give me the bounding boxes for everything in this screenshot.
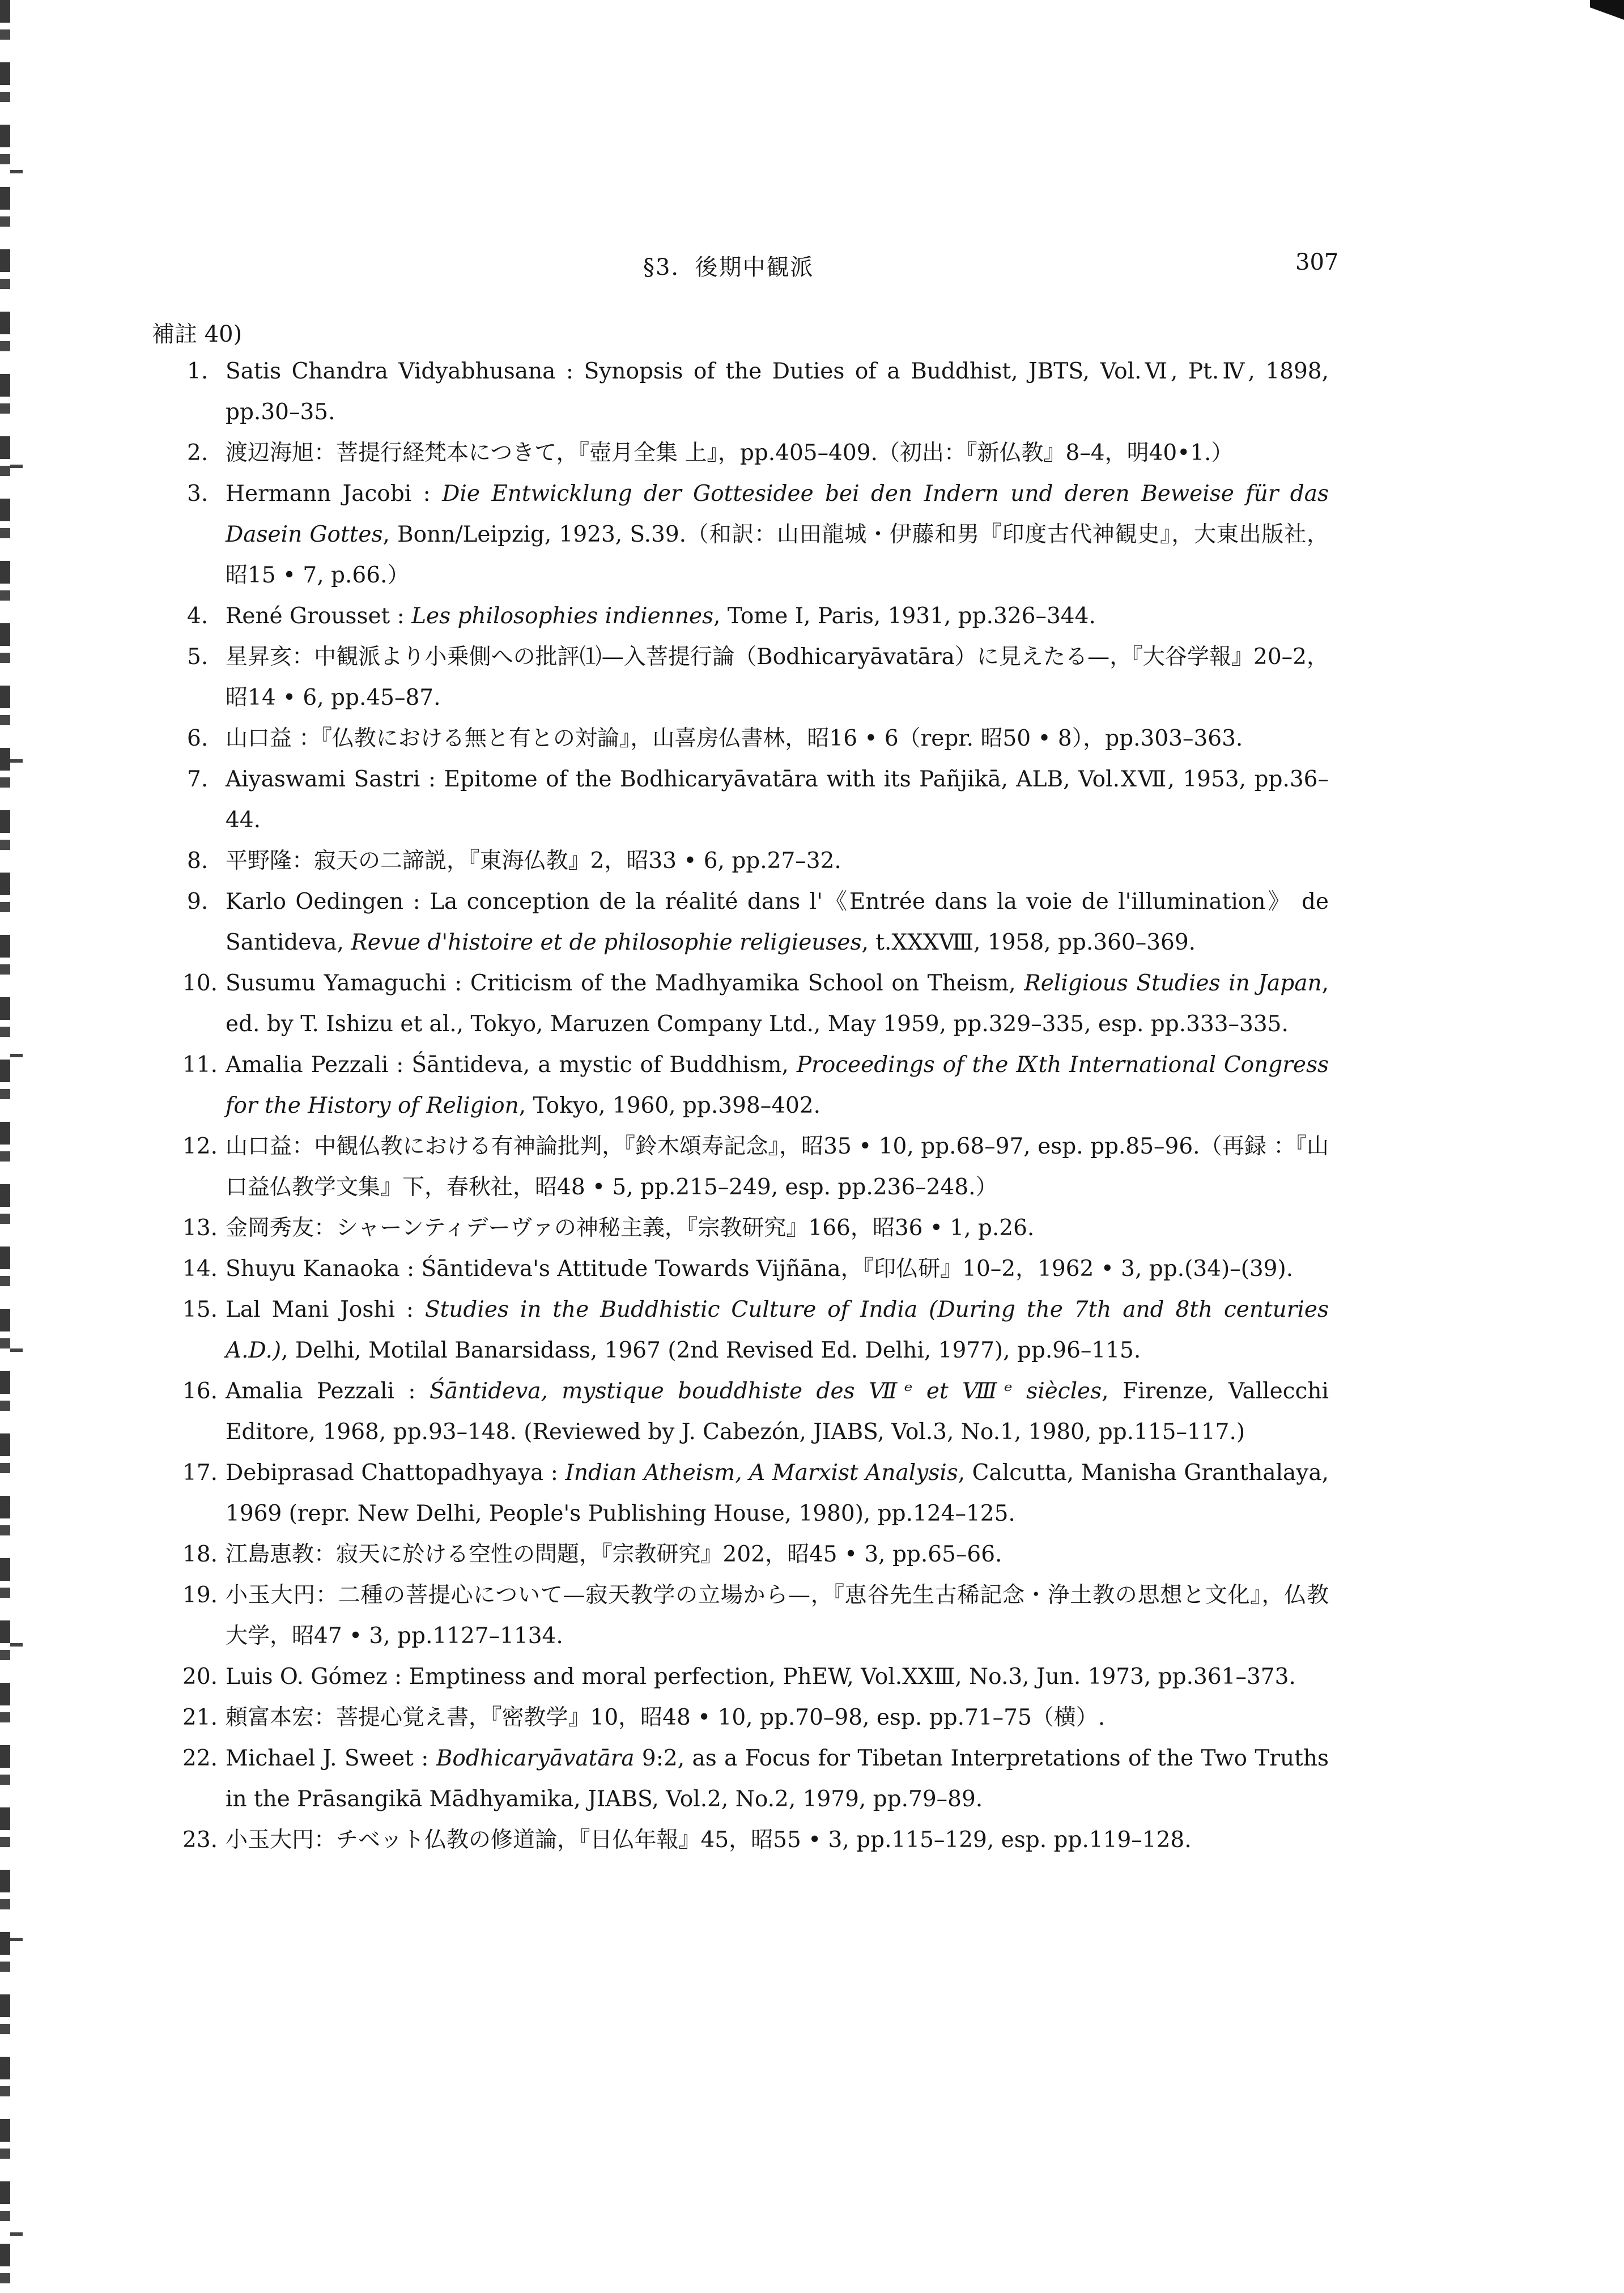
reference-item [187,433,1329,474]
reference-number: 22. [182,1746,218,1771]
reference-text: Amalia Pezzali : Śāntideva, a mystic of Buddhism, [226,1052,797,1078]
reference-text: Satis Chandra Vidyabhusana : Synopsis of the Duties of a Buddhist, JBTS, Vol.Ⅵ, Pt.Ⅳ, 1898, pp.30–35. [226,359,1329,425]
reference-title: Bodhicaryāvatāra [436,1746,635,1771]
reference-number: 17. [182,1460,218,1486]
reference-item [182,1657,1329,1698]
reference-text: 小玉大円：二種の菩提心について—寂天教学の立場から—，『恵谷先生古稀記念・浄土教の思想と文化』，仏教大学，昭47 • 3, pp.1127–1134. [226,1582,1329,1649]
reference-text: Shuyu Kanaoka : Śāntideva's Attitude Towards Vijñāna，『印仏研』10–2，1962 • 3, pp.(34)–(39). [226,1256,1294,1282]
reference-number: 13. [182,1215,218,1241]
reference-title: Proceedings of the Ⅸth International Congress for the History of Religion [226,1052,1329,1118]
reference-text: Lal Mani Joshi : [226,1297,425,1322]
reference-item [187,718,1329,759]
reference-item [187,351,1329,433]
reference-text: 星昇亥：中観派より小乗側への批評⑴—入菩提行論（Bodhicaryāvatāra）に見えたる—，『大谷学報』20–2，昭14 • 6, pp.45–87. [226,644,1329,711]
reference-item [187,474,1329,596]
reference-text: 山口益 ：『仏教における無と有との対論』，山喜房仏書林，昭16 • 6（repr. 昭50 • 8），pp.303–363. [226,726,1243,751]
reference-text: Susumu Yamaguchi : Criticism of the Madhyamika School on Theism, [226,971,1024,996]
reference-item [182,1738,1329,1820]
reference-text: Debiprasad Chattopadhyaya : [226,1460,566,1486]
reference-title: Studies in the Buddhistic Culture of India (During the 7th and 8th centuries A.D.) [226,1297,1329,1363]
reference-item [182,1208,1329,1249]
reference-text: , Tokyo, 1960, pp.398–402. [518,1093,821,1118]
reference-number: 11. [182,1052,218,1078]
reference-item [187,759,1329,841]
reference-number: 2. [187,440,209,466]
reference-item [182,1290,1329,1371]
reference-text: 山口益：中観仏教における有神論批判，『鈴木頌寿記念』，昭35 • 10, pp.68–97, esp. pp.85–96.（再録 ：『山口益仏教学文集』下，春秋社，昭48 • 5, pp.215–249, esp. pp.236–248.） [226,1134,1329,1200]
reference-number: 8. [187,848,209,874]
reference-text: 平野隆：寂天の二諦説，『東海仏教』2，昭33 • 6, pp.27–32. [226,848,841,874]
reference-title: Revue d'histoire et de philosophie religieuses [351,930,862,955]
reference-text: 金岡秀友：シャーンティデーヴァの神秘主義，『宗教研究』166，昭36 • 1, p.26. [226,1215,1035,1241]
reference-text: , t.XXXⅧ, 1958, pp.360–369. [861,930,1196,955]
reference-item [182,1453,1329,1534]
reference-text: Michael J. Sweet : [226,1746,436,1771]
reference-title: Les philosophies indiennes [411,603,714,629]
reference-title: Śāntideva, mystique bouddhiste des Ⅶᵉ et Ⅷᵉ siècles [429,1379,1102,1404]
reference-number: 14. [182,1256,218,1282]
reference-item [182,1371,1329,1453]
reference-number: 9. [187,889,209,914]
reference-title: Religious Studies in Japan [1024,971,1322,996]
reference-text: 江島恵教：寂天に於ける空性の問題，『宗教研究』202，昭45 • 3, pp.65–66. [226,1542,1002,1567]
scan-edge-shadow [10,0,23,2293]
page-number: 307 [1295,249,1339,275]
reference-item [182,1249,1329,1290]
reference-number: 21. [182,1705,218,1730]
reference-text: , Delhi, Motilal Banarsidass, 1967 (2nd Revised Ed. Delhi, 1977), pp.96–115. [281,1338,1141,1363]
reference-text: Aiyaswami Sastri : Epitome of the Bodhicaryāvatāra with its Pañjikā, ALB, Vol.ⅩⅦ, 1953, pp.36–44. [226,767,1329,833]
reference-list [182,351,1329,1861]
reference-number: 16. [182,1379,218,1404]
scan-edge-left [0,0,10,2293]
reference-text: , Firenze, Vallecchi Editore, 1968, pp.93–148. (Reviewed by J. Cabezón, JIABS, Vol.3, No.1, 1980, pp.115–117.) [226,1379,1329,1445]
reference-number: 23. [182,1827,218,1853]
reference-item [187,841,1329,882]
reference-number: 18. [182,1542,218,1567]
reference-item [187,596,1329,637]
reference-item [182,1575,1329,1657]
reference-text: Karlo Oedingen : La conception de la réalité dans l'《Entrée dans la voie de l'illumination》 de Santideva, [226,889,1329,955]
reference-item [187,637,1329,718]
running-head: §3．後期中観派 [643,254,814,280]
reference-text: , ed. by T. Ishizu et al., Tokyo, Maruzen Company Ltd., May 1959, pp.329–335, esp. pp.333–335. [226,971,1329,1037]
reference-item [182,1045,1329,1126]
reference-number: 6. [187,726,209,751]
reference-number: 4. [187,603,209,629]
reference-text: René Grousset : [226,603,412,629]
reference-number: 1. [187,359,209,384]
reference-text: , Bonn/Leipzig, 1923, S.39.（和訳：山田龍城・伊藤和男『印度古代神観史』，大東出版社，昭15 • 7, p.66.） [226,522,1329,588]
reference-text: 頼富本宏：菩提心覚え書，『密教学』10，昭48 • 10, pp.70–98, esp. pp.71–75（横）. [226,1705,1106,1730]
reference-number: 3. [187,481,209,507]
reference-text: , Calcutta, Manisha Granthalaya, 1969 (repr. New Delhi, People's Publishing House, 1980), pp.124–125. [226,1460,1329,1526]
reference-number: 20. [182,1664,218,1690]
reference-title: Die Entwicklung der Gottesidee bei den Indern und deren Beweise für das Dasein Gottes [226,481,1329,547]
reference-item [187,882,1329,963]
reference-item [182,963,1329,1045]
scan-corner-mark [1590,0,1624,31]
reference-title: Indian Atheism, A Marxist Analysis [565,1460,958,1486]
reference-number: 19. [182,1582,218,1608]
reference-text: Amalia Pezzali : [226,1379,430,1404]
reference-item [182,1698,1329,1738]
section-label: 補註 40) [152,321,243,347]
reference-text: , Tome I, Paris, 1931, pp.326–344. [713,603,1096,629]
reference-number: 7. [187,767,209,792]
reference-text: 小玉大円：チベット仏教の修道論，『日仏年報』45，昭55 • 3, pp.115–129, esp. pp.119–128. [226,1827,1192,1853]
reference-number: 15. [182,1297,218,1322]
reference-text: 9:2, as a Focus for Tibetan Interpretations of the Two Truths in the Prāsangikā Mādhyamika, JIABS, Vol.2, No.2, 1979, pp.79–89. [226,1746,1329,1812]
reference-item [182,1126,1329,1208]
reference-text: Hermann Jacobi : [226,481,443,507]
reference-text: Luis O. Gómez : Emptiness and moral perfection, PhEW, Vol.XXⅢ, No.3, Jun. 1973, pp.361–373. [226,1664,1296,1690]
reference-number: 10. [182,971,218,996]
reference-item [182,1820,1329,1861]
reference-number: 12. [182,1134,218,1159]
reference-number: 5. [187,644,209,670]
reference-item [182,1534,1329,1575]
reference-text: 渡辺海旭：菩提行経梵本につきて，『壺月全集 上』，pp.405–409.（初出：『新仏教』8–4，明40•1.） [226,440,1234,466]
